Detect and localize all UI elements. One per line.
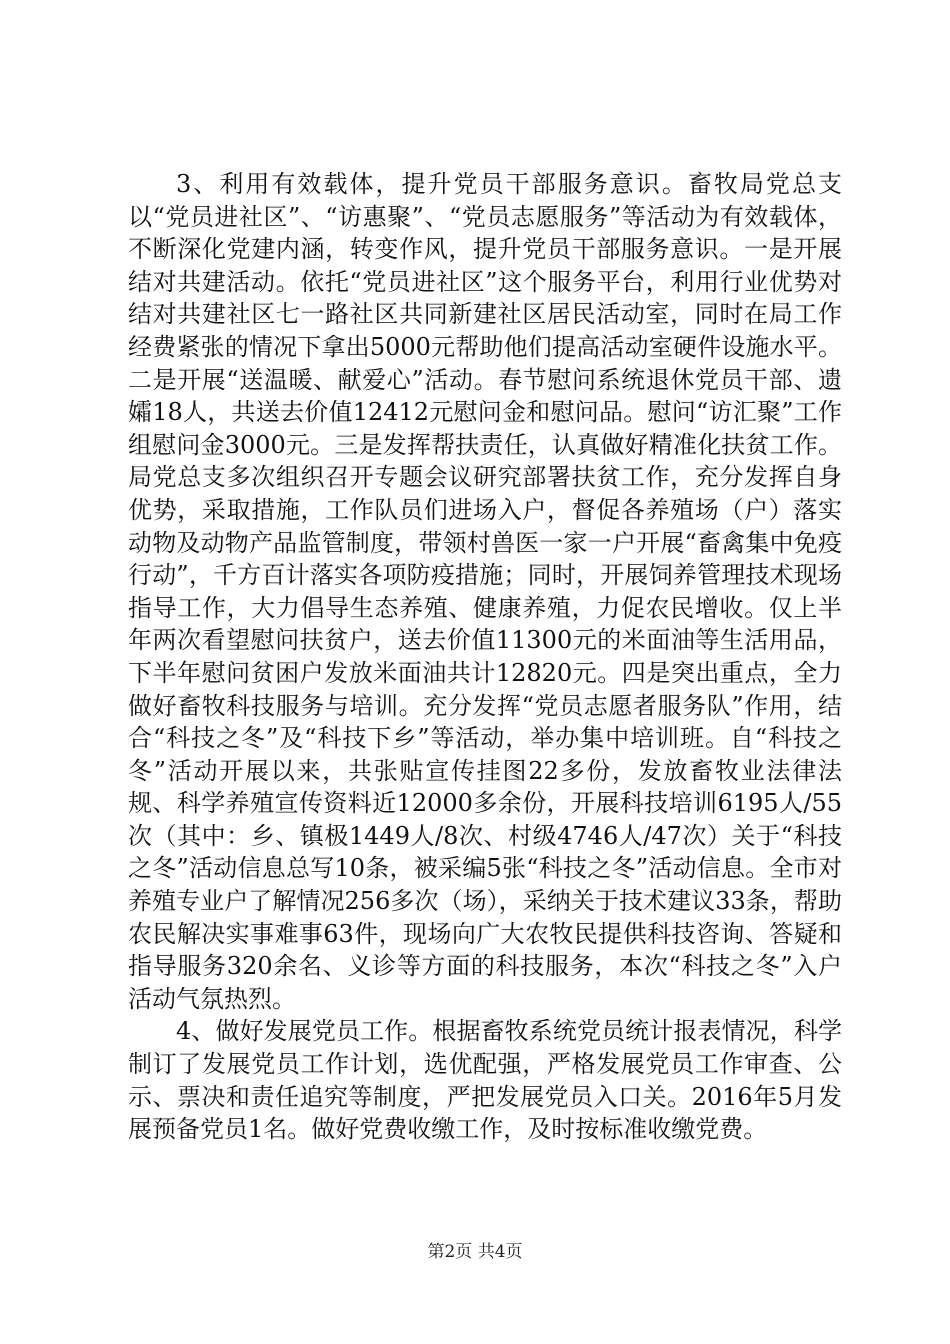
paragraph-4: 4、做好发展党员工作。根据畜牧系统党员统计报表情况，科学制订了发展党员工作计划，选优配强，严格发展党员工作审查、公示、票决和责任追究等制度，严把发展党员入口关。2016年5月发展预备党员1名。做好党费收缴工作，及时按标准收缴党费。 [128,1017,842,1144]
document-body [128,168,842,1146]
paragraph-3: 3、利用有效载体，提升党员干部服务意识。畜牧局党总支以“党员进社区”、“访惠聚”、“党员志愿服务”等活动为有效载体，不断深化党建内涵，转变作风，提升党员干部服务意识。一是开展结对共建活动。依托“党员进社区”这个服务平台，利用行业优势对结对共建社区七一路社区共同新建社区居民活动室，同时在局工作经费紧张的情况下拿出5000元帮助他们提高活动室硬件设施水平。二是开展“送温暖、献爱心”活动。春节慰问系统退休党员干部、遗孀18人，共送去价值12412元慰问金和慰问品。慰问“访汇聚”工作组慰问金3000元。三是发挥帮扶责任，认真做好精准化扶贫工作。局党总支多次组织召开专题会议研究部署扶贫工作，充分发挥自身优势，采取措施，工作队员们进场入户，督促各养殖场（户）落实动物及动物产品监管制度，带领村兽医一家一户开展“畜禽集中免疫行动”，千方百计落实各项防疫措施；同时，开展饲养管理技术现场指导工作，大力倡导生态养殖、健康养殖，力促农民增收。仅上半年两次看望慰问扶贫户，送去价值11300元的米面油等生活用品，下半年慰问贫困户发放米面油共计12820元。四是突出重点，全力做好畜牧科技服务与培训。充分发挥“党员志愿者服务队”作用，结合“科技之冬”及“科技下乡”等活动，举办集中培训班。自“科技之冬”活动开展以来，共张贴宣传挂图22多份，发放畜牧业法律法规、科学养殖宣传资料近12000多余份，开展科技培训6195人/55次（其中：乡、镇极1449人/8次、村级4746人/47次）关于“科技之冬”活动信息总写10条，被采编5张“科技之冬”活动信息。全市对养殖专业户了解情况256多次（场），采纳关于技术建议33条，帮助农民解决实事难事63件，现场向广大农牧民提供科技咨询、答疑和指导服务320余名、义诊等方面的科技服务，本次“科技之冬”入户活动气氛热烈。 [128,170,842,1013]
page-footer: 第2页 共4页 [427,1242,523,1262]
